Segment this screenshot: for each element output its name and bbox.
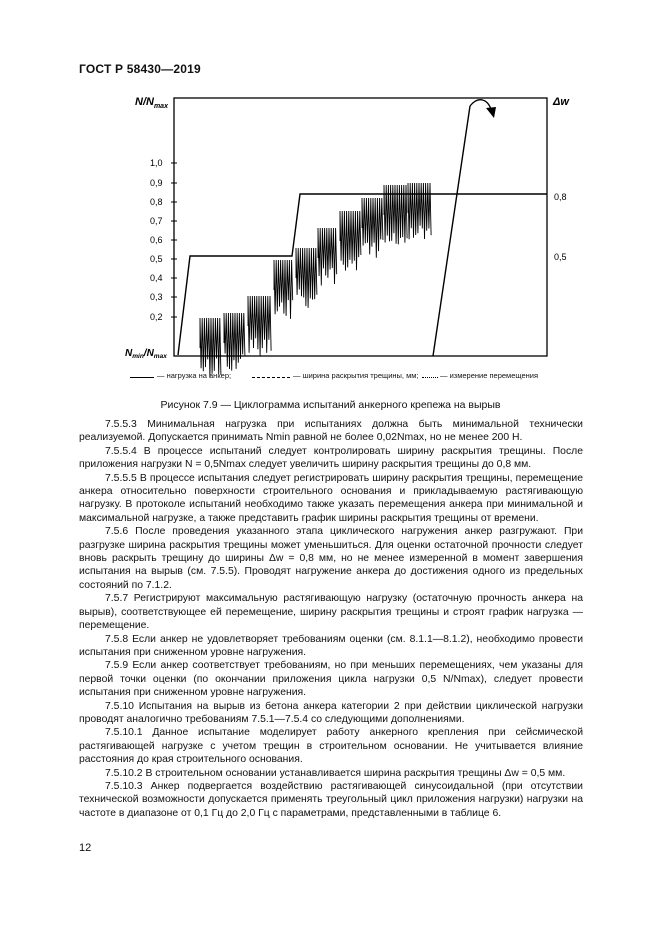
final-load-curve [433, 106, 470, 356]
legend-displacement: — измерение перемещения [440, 371, 539, 380]
load-cycle-group [274, 260, 293, 319]
legend-crack: — ширина раскрытия трещины, мм; [293, 371, 419, 380]
y-tick-label: 0,2 [150, 312, 163, 322]
y-tick-label: 1,0 [150, 158, 163, 168]
figure-legend [130, 371, 550, 385]
load-cycle-group [408, 183, 431, 239]
paragraph: 7.5.10 Испытания на вырыв из бетона анкера категории 2 при действии циклической нагрузки проводят аналогично требованиям 7.5.1—7.5.4 со следующими дополнениями. [79, 700, 583, 725]
right-tick-05: 0,5 [554, 252, 567, 262]
paragraph: 7.5.10.2 В строительном основании устанавливается ширина раскрытия трещины Δw = 0,5 мм. [105, 767, 566, 779]
body-text [79, 418, 583, 820]
legend-load: — нагрузка на анкер; [157, 371, 232, 380]
load-cycle-group [318, 228, 337, 286]
paragraph: 7.5.5.3 Минимальная нагрузка при испытаниях должна быть минимальной технически реализуемой. Допускается принимать Nmin равной не более 0,02Nmax, но не менее 200 Н. [79, 419, 583, 444]
paragraph: 7.5.10.3 Анкер подвергается воздействию растягивающей синусоидальной (при отсутствии технической возможности допускается применять треугольный цикл приложения нагрузки) нагрузки на частоте в диапазоне от 0,1 Гц до 2,0 Гц с параметрами, представленными в таблице 6. [79, 780, 583, 819]
load-cycle-group [296, 248, 317, 308]
y-tick-label: 0,7 [150, 216, 163, 226]
document-header: ГОСТ Р 58430—2019 [79, 62, 201, 76]
legend-dot-line [422, 377, 438, 378]
load-cycle-group [362, 198, 383, 258]
y-tick-label: 0,4 [150, 273, 163, 283]
load-cycle-group [224, 313, 245, 371]
figure-caption: Рисунок 7.9 — Циклограмма испытаний анкерного крепежа на вырыв [160, 399, 501, 411]
load-cycles [200, 183, 431, 378]
origin-label: $N_{min}/N_{max}$ [125, 348, 167, 360]
right-tick-08: 0,8 [554, 192, 567, 202]
paragraph: 7.5.7 Регистрируют максимальную растягивающую нагрузку (остаточную прочность анкера на вырыв), соответствующее ей перемещение, ширину раскрытия трещины и строят график нагрузка — перемещение. [79, 593, 583, 632]
failure-arrow-head [486, 107, 496, 118]
y-tick-labels [150, 158, 177, 322]
load-cycle-group [200, 318, 221, 378]
load-cycle-group [248, 296, 271, 356]
y-tick-label: 0,3 [150, 292, 163, 302]
y-tick-label: 0,6 [150, 235, 163, 245]
legend-solid-line [130, 377, 154, 378]
y-tick-label: 0,8 [150, 197, 163, 207]
y-tick-label: 0,9 [150, 178, 163, 188]
right-axis-label: Δw [553, 96, 569, 108]
paragraph: 7.5.9 Если анкер соответствует требованиям, но при меньших перемещениях, чем указаны для первой точки оценки (по окончании приложения цикла нагрузки 0,5 N/Nmax), следует провести испытания при сниженном уровне нагружения. [79, 660, 583, 699]
cyclogram-figure [120, 88, 580, 388]
y-tick-label: 0,5 [150, 254, 163, 264]
paragraph: 7.5.10.1 Данное испытание моделирует работу анкерного крепления при сейсмической растягивающей нагрузке с учетом трещин в строительном основании. Не учитывается влияние расстояния до края строительного основания. [79, 727, 583, 766]
paragraph: 7.5.6 После проведения указанного этапа циклического нагружения анкер разгружают. При разгрузке ширина раскрытия трещины может уменьшиться. Для оценки остаточной прочности следует вновь раскрыть трещину до ширины Δw = 0,8 мм, но не менее измеренной в момент завершения испытания на вырыв (см. 7.5.5). Проводят нагружение анкера до достижения одного из предельных состояний по 7.1.2. [79, 526, 583, 591]
paragraph: 7.5.8 Если анкер не удовлетворяет требованиям оценки (см. 8.1.1—8.1.2), необходимо провести испытания при сниженном уровне нагружения. [79, 633, 583, 658]
paragraph: 7.5.5.4 В процессе испытаний следует контролировать ширину раскрытия трещины. После приложения нагрузки N = 0,5Nmax следует увеличить ширину раскрытия трещины до 0,8 мм. [79, 445, 583, 471]
load-cycle-group [340, 211, 361, 271]
paragraph: 7.5.5.5 В процессе испытания следует регистрировать ширину раскрытия трещины, перемещение анкера относительно поверхности строительного основания и прикладываемую растягивающую нагрузку. В протоколе испытаний необходимо также указать перемещения анкера при минимальной и максимальной нагрузке, а также представить график ширины раскрытия трещины от времени. [79, 472, 583, 524]
page-number: 12 [79, 842, 92, 854]
legend-dashed-line [252, 377, 290, 378]
y-axis-label: $N/N_{max}$ [135, 96, 168, 110]
